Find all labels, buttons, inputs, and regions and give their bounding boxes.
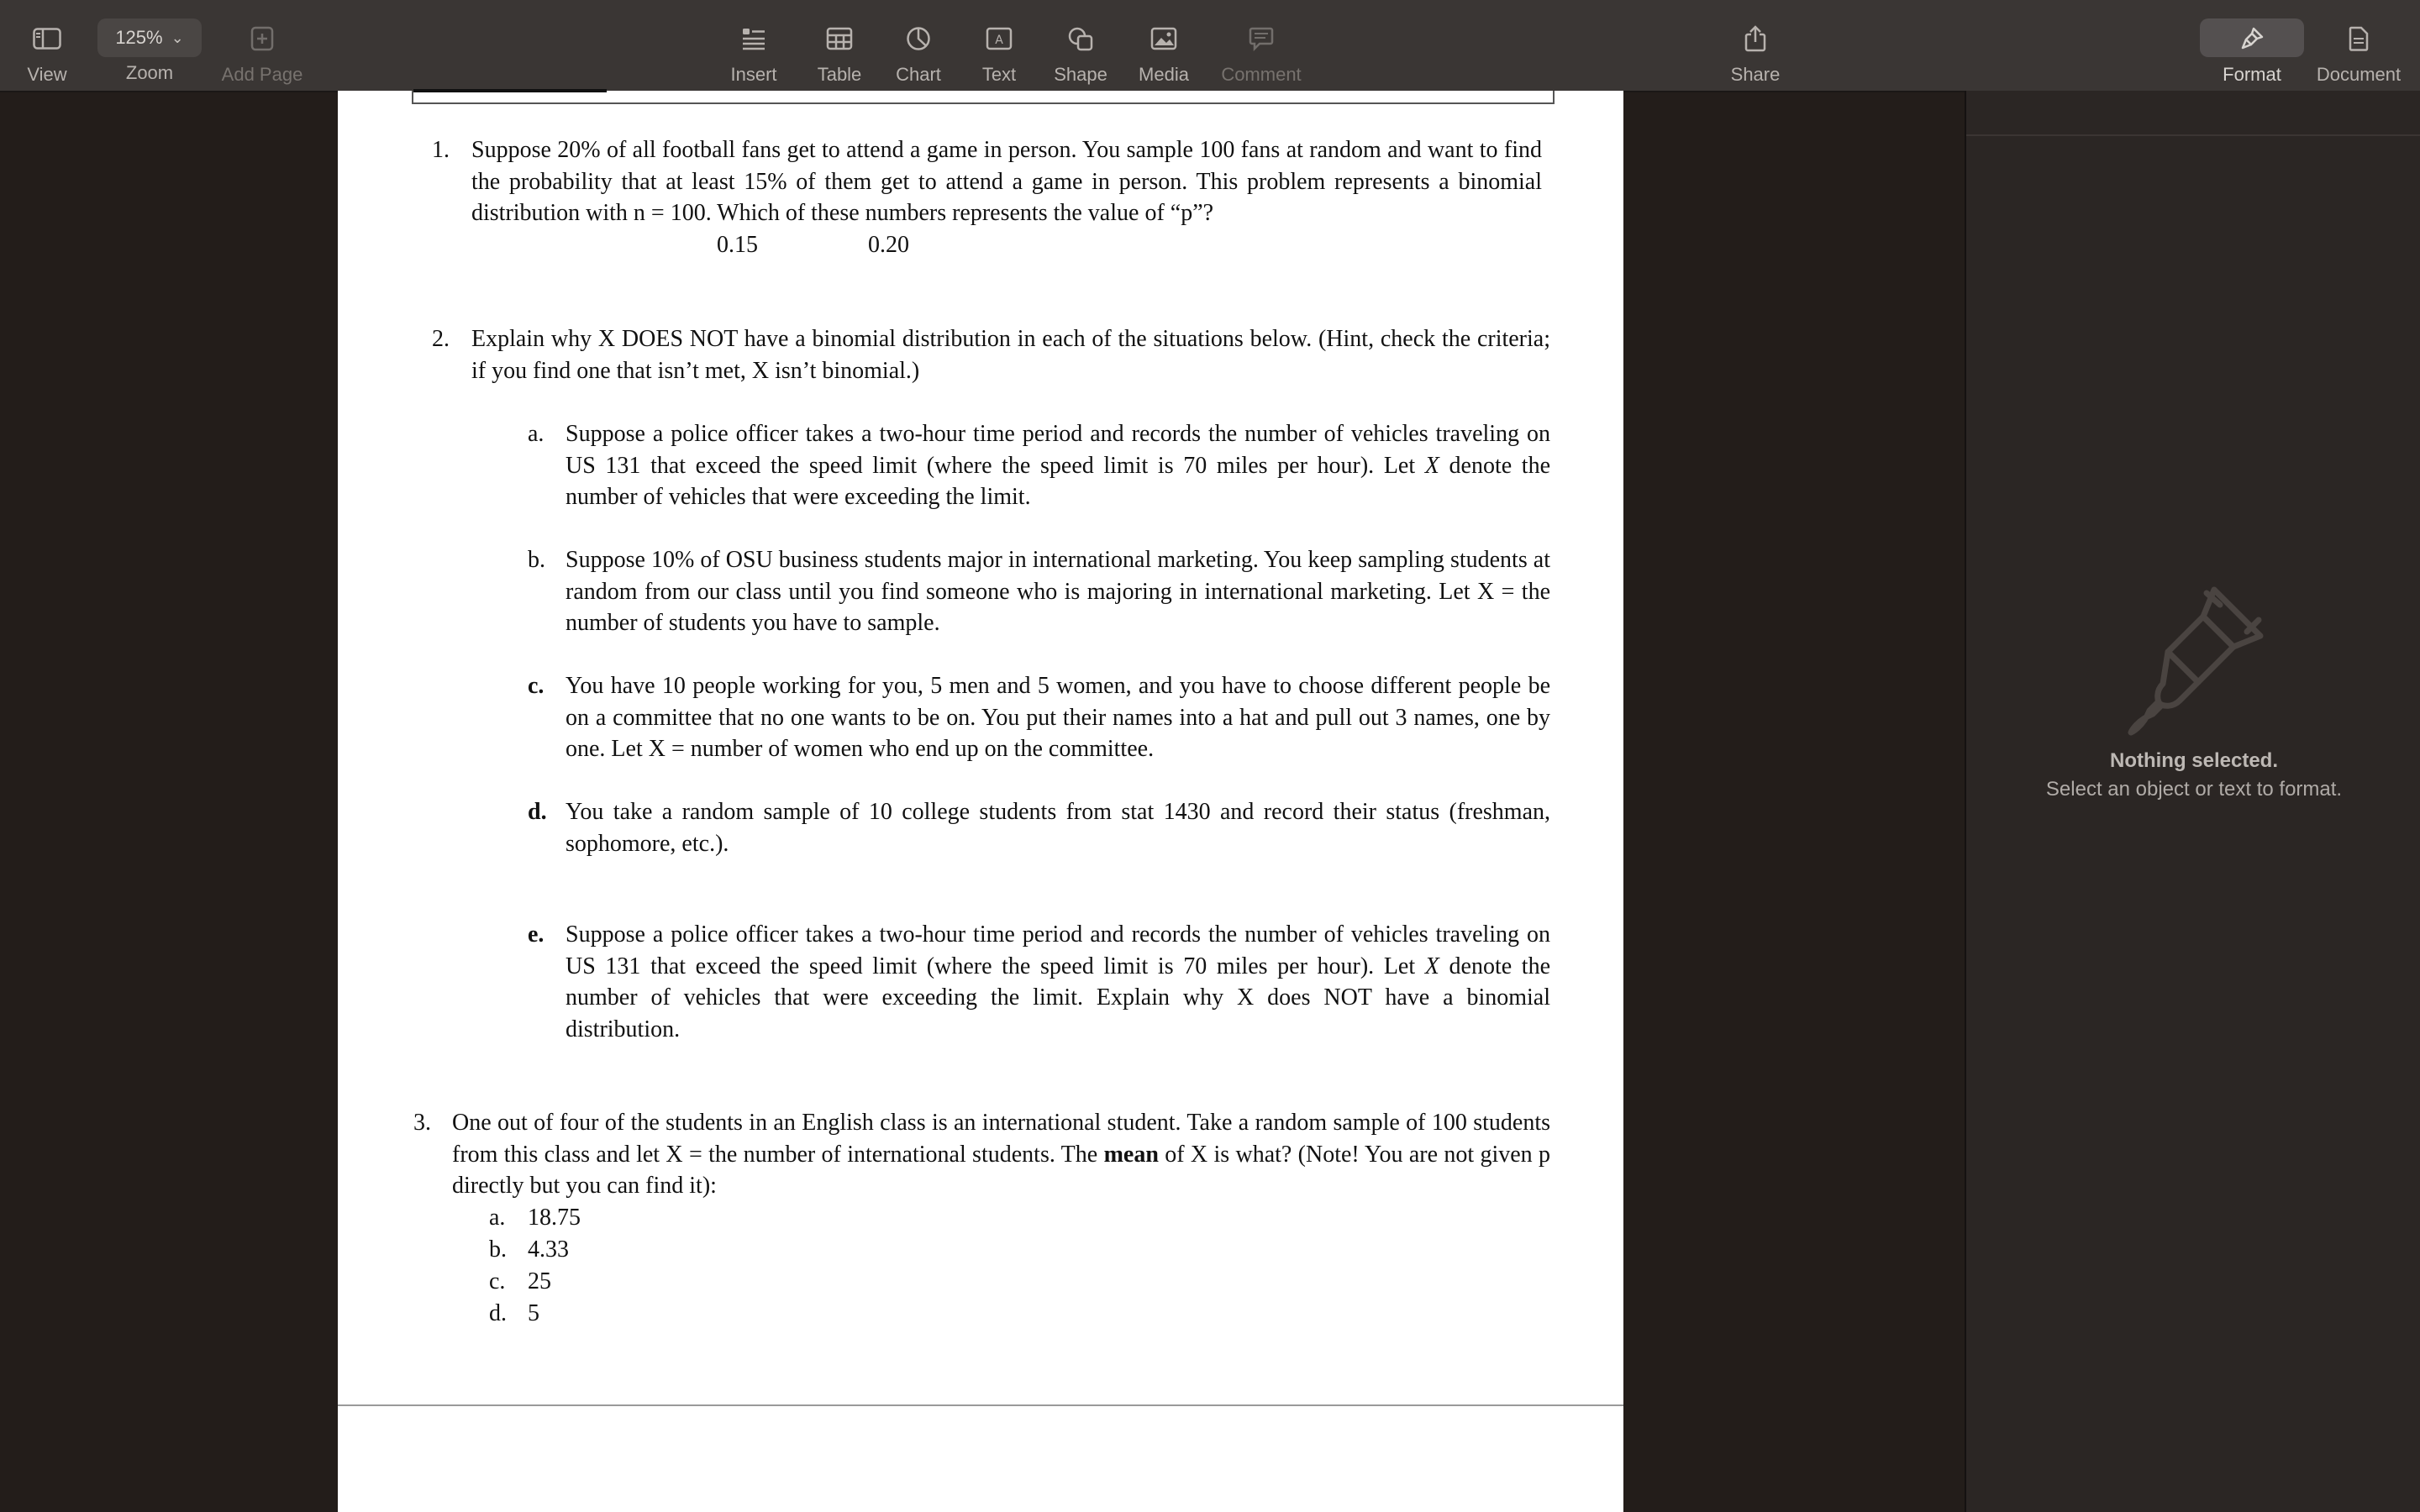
q1-number: 1.: [432, 137, 450, 163]
zoom-label: Zoom: [125, 62, 174, 83]
q2b-text: Suppose 10% of OSU business students major in international marketing. You keep sampling students at random from our class until you find someone who is majoring in international marketing. Let X = the number of students you have to sample.: [566, 547, 1550, 636]
shape-label: Shape: [1054, 64, 1107, 85]
insert-icon: [737, 22, 771, 55]
q2a-label: a.: [528, 421, 544, 447]
nothing-selected-title: Nothing selected.: [2109, 749, 2279, 772]
svg-text:A: A: [995, 34, 1003, 47]
shape-icon: [1064, 22, 1097, 55]
share-icon: [1739, 22, 1772, 55]
media-button[interactable]: [1134, 0, 1193, 91]
chart-label: Chart: [896, 64, 941, 85]
zoom-value: 125%: [115, 27, 163, 48]
comment-icon: [1244, 22, 1278, 55]
q3-option-b-label: b.: [489, 1236, 507, 1263]
q2e-text: Suppose a police officer takes a two-hour time period and records the number of vehicles traveling on US 131 that exceed the speed limit (where the speed limit is 70 miles per hour). Let X denote the number of vehicles that were exceeding the limit. Explain why X does NOT have a binomial distribution.: [566, 921, 1551, 1042]
toolbar: [0, 0, 2420, 92]
text-button[interactable]: [971, 0, 1027, 91]
format-button[interactable]: [2218, 0, 2286, 91]
view-button[interactable]: [17, 0, 77, 91]
inspector-divider: [1966, 134, 2420, 136]
q3-option-a-label: a.: [489, 1205, 506, 1231]
add-page-button[interactable]: [215, 0, 309, 91]
document-label: Document: [2316, 64, 2402, 85]
zoom-control[interactable]: [97, 0, 202, 91]
add-page-icon: [245, 22, 279, 55]
q2c-label: c.: [528, 673, 544, 699]
heading-box-border: [412, 91, 1555, 104]
paintbrush-icon: [2235, 22, 2269, 55]
paintbrush-icon: [2126, 585, 2269, 739]
q3-option-b-value: 4.33: [528, 1236, 569, 1263]
share-button[interactable]: [1726, 0, 1785, 91]
add-page-label: Add Page: [221, 64, 303, 85]
q2e-label: e.: [528, 921, 544, 948]
q2c-text: You have 10 people working for you, 5 men and 5 women, and you have to choose different people be on a committee that no one wants to be on. You put their names into a hat and pull out 3 names, one by one. Let X = number of women who end up on the committee.: [566, 673, 1550, 762]
shape-button[interactable]: [1050, 0, 1111, 91]
media-icon: [1147, 22, 1181, 55]
format-inspector-panel: [1965, 91, 2420, 1512]
table-button[interactable]: [810, 0, 869, 91]
q1-choice-a: 0.15: [717, 232, 758, 258]
q2d-text: You take a random sample of 10 college students from stat 1430 and record their status (freshman, sophomore, etc.).: [566, 799, 1550, 857]
view-label: View: [27, 64, 67, 85]
q2b-label: b.: [528, 547, 545, 573]
page-break-divider: [338, 1404, 1623, 1406]
q3-option-c-value: 25: [528, 1268, 551, 1294]
q3-option-a-value: 18.75: [528, 1205, 581, 1231]
q3-text: One out of four of the students in an English class is an international student. Take a random sample of 100 students from this class and let X = the number of international students. The mean of X is what? (Note! You are not given p directly but you can find it):: [452, 1110, 1551, 1199]
media-label: Media: [1139, 64, 1189, 85]
table-icon: [823, 22, 856, 55]
zoom-select[interactable]: [97, 18, 202, 57]
sidebar-icon: [30, 22, 64, 55]
comment-label: Comment: [1221, 64, 1302, 85]
format-label: Format: [2223, 64, 2281, 85]
share-label: Share: [1730, 64, 1781, 85]
cut-off-heading: [413, 81, 607, 92]
q1-text: Suppose 20% of all football fans get to attend a game in person. You sample 100 fans at random and want to find the probability that at least 15% of them get to attend a game in person. This problem represents a binomial distribution with n = 100. Which of these numbers represents the value of “p”?: [471, 137, 1542, 226]
text-label: Text: [981, 64, 1017, 85]
q3-number: 3.: [413, 1110, 431, 1136]
insert-label: Insert: [730, 64, 777, 85]
table-label: Table: [817, 64, 862, 85]
q2a-text: Suppose a police officer takes a two-hour time period and records the number of vehicles traveling on US 131 that exceed the speed limit (where the speed limit is 70 miles per hour). Let X denote the number of vehicles that were exceeding the limit.: [566, 421, 1551, 510]
nothing-selected-hint: Select an object or text to format.: [2045, 778, 2343, 801]
q3-option-c-label: c.: [489, 1268, 506, 1294]
q3-option-d-value: 5: [528, 1300, 539, 1326]
text-box-icon: [982, 22, 1016, 55]
document-page[interactable]: [338, 91, 1623, 1512]
chart-icon: [902, 22, 935, 55]
comment-button[interactable]: [1217, 0, 1306, 91]
q1-choice-b: 0.20: [868, 232, 909, 258]
q2d-label: d.: [528, 799, 547, 825]
document-icon: [2342, 22, 2375, 55]
chart-button[interactable]: [889, 0, 948, 91]
chevron-down-icon: ⌄: [171, 29, 184, 46]
q2-number: 2.: [432, 326, 450, 352]
q2-text: Explain why X DOES NOT have a binomial distribution in each of the situations below. (Hint, check the criteria; if you find one that isn’t met, X isn’t binomial.): [471, 326, 1550, 384]
q3-option-d-label: d.: [489, 1300, 507, 1326]
insert-button[interactable]: [724, 0, 783, 91]
document-button[interactable]: [2312, 0, 2405, 91]
